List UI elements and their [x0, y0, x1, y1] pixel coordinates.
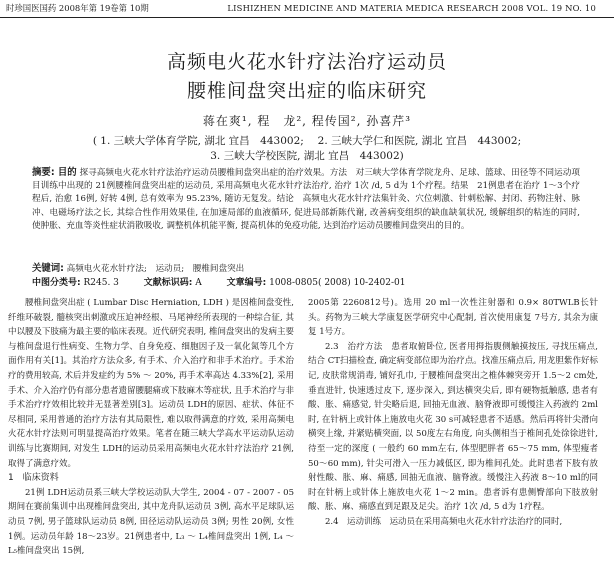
- materials-paragraph: 2005第 2260812号)。选用 20 ml一次性注射器和 0.9× 80TWLB长针头。药物为三峡大学康复医学研究中心配制, 首次使用康复 7号方, 其余为康复 1号方。: [308, 298, 598, 338]
- article-title-line2: 腰椎间盘突出症的临床研究: [186, 80, 427, 102]
- article-number-value: 1008-0805( 2008) 10-2402-01: [269, 278, 406, 288]
- journal-issue-cn: 时珍国医国药 2008年第 19卷第 10期: [6, 3, 149, 13]
- section-heading-clinical-data: 1 临床资料: [8, 473, 59, 484]
- intro-paragraph: 腰椎间盘突出症 ( Lumbar Disc Herniation, LDH ) 是因椎间盘变性, 纤维环破裂, 髓核突出刺激或压迫神经根、马尾神经所表现的一种综合征, 其中以腰及下肢痛为最主要的临床表现。近代研究表明, 椎间盘突出的发病主要与椎间盘退行性病变、生物力学、自身免疫、细胞因子及一氧化氮等几个方面作用有关[1]。其治疗方法众多, 有手术、介入治疗和非手术治疗。手术治疗的费用较高, 术后并发症约为 5% ～ 20%, 再手术率高达 4.33%[2], 采用手术、介入治疗仍有部分患者遗留腰腿痛或下肢麻木等症状, 且手术治疗与非手术治疗疗效相比较并无显著差别[3]。运动员 LDH的原因、症状、体征不尽相同, 采用普通的治疗方法有其局限性, 难以取得满意的疗效, 采用高频电火花水针疗法则可明显提高治疗效果。笔者在随三峡大学高水平运动队运动训练与比赛期间, 对发生 LDH的运动员采用高频电火花水针疗法治疗 21例, 取得了满意疗效。: [8, 298, 294, 469]
- abstract: [32, 166, 580, 233]
- article-number-label: 文章编号:: [226, 278, 267, 288]
- keywords-text: 高频电火花水针疗法; 运动员; 腰椎间盘突出: [66, 264, 245, 274]
- doc-code-value: A: [195, 278, 202, 288]
- body-left-column: [8, 296, 294, 559]
- body-right-column: [308, 296, 598, 530]
- doc-code-label: 文献标识码:: [143, 278, 193, 288]
- abstract-text: 探寻高频电火花水针疗法治疗运动员腰椎间盘突出症的治疗效果。方法 对三峡大学体育学院龙舟、足球、篮球、田径等不同运动项目训练中出现的 21例腰椎间盘突出症的运动员, 采用高频电火花水针疗法治疗, 治疗 1次 /d, 5 d为 1个疗程。结果 21例患者在治疗 1～3个疗程后, 治愈 16例, 好转 4例, 总有效率为 95.23%, 随访无复发。结论 高频电火花水针疗法集针灸、穴位刺激、针刺松解、封闭、药物注射、脉冲、电磁场疗法之长, 其综合性作用效果佳, 在加速局部的血液循环, 促进局部新陈代谢, 改善病变组织的缺血缺氧状况, 缓解组织的粘连的同时, 使肿胀、充血等炎性症状消散吸收, 调整机体机能平衡, 提高机体的免疫功能, 达到治疗运动员腰椎间盘突出的目的。: [32, 168, 581, 231]
- journal-issue-en: LISHIZHEN MEDICINE AND MATERIA MEDICA RESEARCH 2008 VOL. 19 NO. 10: [227, 3, 596, 13]
- keywords-label: 关键词:: [32, 263, 64, 274]
- training-paragraph: 2.4 运动训练 运动员在采用高频电火花水针疗法治疗的同时,: [325, 516, 563, 527]
- treatment-method-paragraph: 2.3 治疗方法 患者取俯卧位, 医者用拇指腹侧触摸按压, 寻找压痛点, 结合 CT扫描检查, 确定病变部位即为治疗点。找准压痛点后, 用龙胆紫作好标记, 皮肤常规消毒, 铺好孔巾, 于腰椎间盘突出之椎体棘突旁开 1.5～2 cm处, 垂直进针, 快速透过皮下, 逐步深入, 到达横突尖后, 即有硬物抵触感, 患者有酸、胀、痛感觉, 针尖略后退, 回抽无血液、脑脊液即可缓慢注入药液约 2ml时, 在针柄上或针体上施放电火花 30 s可减轻患者不适感。然后再将针尖滑向横突上缘, 并紧贴横突面, 以 50度左右角度, 向头侧相当于椎间孔处徐徐进针, 待至一定的深度 ( 一般约 60 mm左右, 体型肥胖者 65～75 mm, 体型瘦者 50～60 mm), 针尖可滑入一压力减低区, 即为椎间孔处。此时患者下肢有放射性酸、胀、麻、痛感, 回抽无血液、脑脊液。缓慢注入药液 8～10 ml的同时在针柄上或针体上施放电火花 1～2 min。患者诉有患侧臀部向下肢放射酸、胀、麻、痛感直到足跟及足尖。治疗 1次 /d, 5 d为 1疗程。: [308, 341, 598, 513]
- classification-line: [32, 277, 592, 290]
- abstract-label: 摘要: 目的: [32, 167, 77, 178]
- author-list: 蒋在爽¹, 程 龙², 程传国², 孙喜芹³: [202, 114, 412, 128]
- clc-label: 中图分类号:: [32, 278, 81, 288]
- clinical-data-paragraph: 21例 LDH运动员系三峡大学校运动队大学生, 2004 - 07 - 2007 - 05期间在赛前集训中出现椎间盘突出, 其中龙舟队运动员 3例, 高水平足球队运动员 7例, 男子篮球队运动员 8例, 田径运动队运动员 3例; 男性 20例, 女性 1例。运动员年龄 18～23岁。21例患者中, L₃ ～ L₄椎间盘突出 1例, L₄ ～ L₅椎间盘突出 15例,: [8, 487, 294, 557]
- article-title-line1: 高频电火花水针疗法治疗运动员: [166, 51, 447, 73]
- keywords: [32, 262, 580, 276]
- affiliation-line2: 3. 三峡大学校医院, 湖北 宜昌 443002): [210, 150, 404, 162]
- running-header: [0, 0, 614, 18]
- clc-value: R245. 3: [83, 278, 119, 288]
- affiliation-line1: ( 1. 三峡大学体育学院, 湖北 宜昌 443002; 2. 三峡大学仁和医院, 湖北 宜昌 443002;: [92, 135, 522, 147]
